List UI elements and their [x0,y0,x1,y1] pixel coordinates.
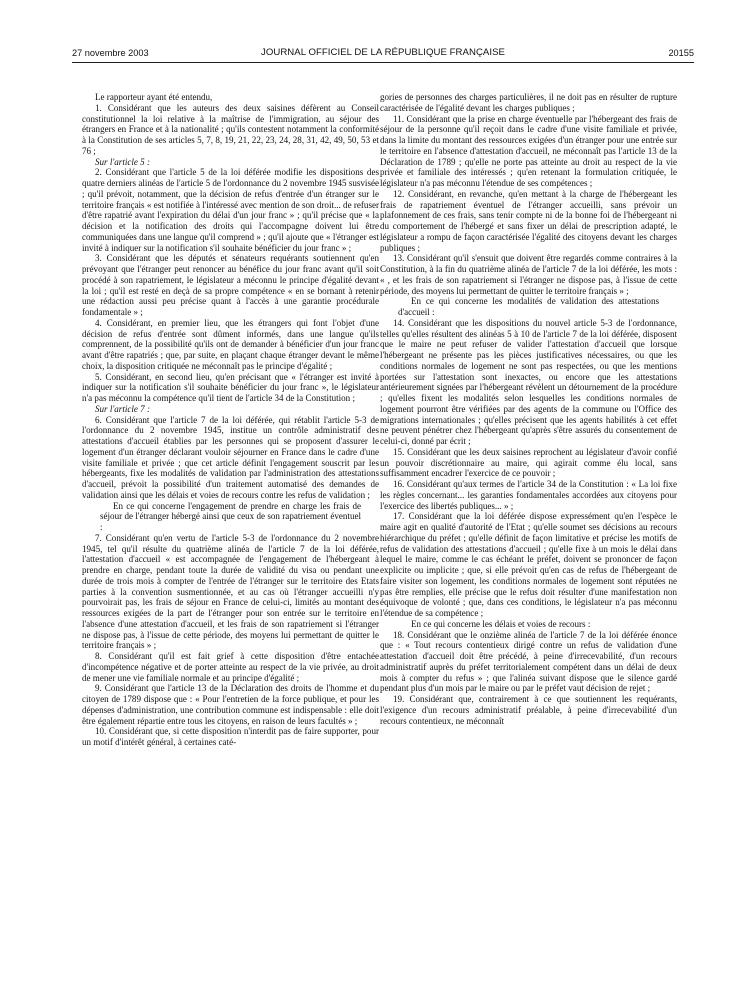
paragraph-8: 8. Considérant qu'il est fait grief à cette disposition d'être entachée d'incompétence négative et de porter atteinte au respect de la vie privée, au droit de mener une vie familiale normale et au principe d'égalité ; [82,651,379,683]
right-column [380,92,677,726]
page-header [72,46,694,60]
header-page-number: 20155 [668,48,694,58]
paragraph-6: 6. Considérant que l'article 7 de la loi déférée, qui rétablit l'article 5-3 de l'ordonnance du 2 novembre 1945, institue un contrôle administratif des attestations d'accueil établies par les personnes qui se proposent d'assurer le logement d'un étranger déclarant vouloir séjourner en France dans le cadre d'une visite familiale et privée ; que cet article définit l'engagement souscrit par les hébergeants, fixe les modalités de validation par l'administration des attestations d'accueil, prévoit la possibilité d'un traitement automatisé des demandes de validation ainsi que les délais et voies de recours contre les refus de validation ; [82,414,379,500]
paragraph-14: 14. Considérant que les dispositions du nouvel article 5-3 de l'ordonnance, telles qu'elles résultent des alinéas 5 à 10 de l'article 7 de la loi déférée, disposent que le maire ne peut refuser de valider l'attestation d'accueil que lorsque l'hébergeant ne présente pas les pièces justificatives nécessaires, ou que les conditions normales de logement ne sont pas respectées, ou que les mentions portées sur l'attestation sont inexactes, ou encore que les attestations antérieurement signées par l'hébergeant révèlent un détournement de la procédure ; qu'elles fixent les modalités selon lesquelles les conditions normales de logement pourront être vérifiées par des agents de la commune ou l'Office des migrations internationales ; qu'elles précisent que les agents habilités à cet effet ne peuvent pénétrer chez l'hébergeant qu'après s'être assurés du consentement de celui-ci, donné par écrit ; [380,317,677,446]
paragraph-2: 2. Considérant que l'article 5 de la loi déférée modifie les dispositions des quatre derniers alinéas de l'article 5 de l'ordonnance du 2 novembre 1945 susvisée ; qu'il prévoit, notamment, que la décision de refus d'entrée d'un étranger sur le territoire français « est notifiée à l'intéressé avec mention de son droit... de refuser d'être rapatrié avant l'expiration du délai d'un jour franc » ; qu'il précise que « la décision et la notification des droits qui l'accompagne doivent lui être communiquées dans une langue qu'il comprend » ; qu'il ajoute que « l'étranger est invité à indiquer sur la notification s'il souhaite bénéficier du jour franc » ; [82,167,379,253]
section-heading-validation: En ce qui concerne les modalités de validation des attestations d'accueil : [398,296,659,317]
subheading-article-5: Sur l'article 5 : [95,156,150,167]
header-rule [72,62,694,63]
paragraph-intro: Le rapporteur ayant été entendu, [95,92,213,102]
paragraph-13: 13. Considérant qu'il s'ensuit que doivent être regardés comme contraires à la Constitution, à la fin du quatrième alinéa de l'article 7 de la loi déférée, les mots : « , et les frais de son rapatriement si l'étranger ne dispose pas, à l'issue de cette période, des moyens lui permettant de quitter le territoire français » ; [380,253,677,296]
paragraph-5: 5. Considérant, en second lieu, qu'en précisant que « l'étranger est invité à indiquer sur la notification s'il souhaite bénéficier du jour franc », le législateur n'a pas méconnu la compétence qu'il tient de l'article 34 de la Constitution ; [82,371,379,403]
paragraph-12: 12. Considérant, en revanche, qu'en mettant à la charge de l'hébergeant les frais de rapatriement éventuel de l'étranger accueilli, sans prévoir un plafonnement de ces frais, sans tenir compte ni de la bonne foi de l'hébergeant ni du comportement de l'hébergé et sans fixer un délai de prescription adapté, le législateur a rompu de façon caractérisée l'égalité des citoyens devant les charges publiques ; [380,188,677,253]
paragraph-10: 10. Considérant que, si cette disposition n'interdit pas de faire supporter, pour un motif d'intérêt général, à certaines caté- [82,726,379,747]
paragraph-19: 19. Considérant que, contrairement à ce que soutiennent les requérants, l'exigence d'un recours administratif préalable, à peine d'irrecevabilité d'un recours contentieux, ne méconnaît [380,694,677,726]
header-journal-title: JOURNAL OFFICIEL DE LA RÉPUBLIQUE FRANÇAISE [260,47,505,58]
section-heading-recours: En ce qui concerne les délais et voies de recours : [411,618,591,629]
section-heading-engagement: En ce qui concerne l'engagement de prendre en charge les frais de séjour de l'étranger hébergé ainsi que ceux de son rapatriement éventuel : [100,500,361,532]
paragraph-18: 18. Considérant que le onzième alinéa de l'article 7 de la loi déférée énonce que : « Tout recours contentieux dirigé contre un refus de validation d'une attestation d'accueil doit être précédé, à peine d'irrecevabilité, d'un recours administratif auprès du préfet territorialement compétent dans un délai de deux mois à compter du refus » ; que l'alinéa suivant dispose que le silence gardé pendant plus d'un mois par le maire ou par le préfet vaut décision de rejet ; [380,629,677,694]
header-date: 27 novembre 2003 [72,48,149,58]
paragraph-3: 3. Considérant que les députés et sénateurs requérants soutiennent qu'en prévoyant que l'étranger peut renoncer au bénéfice du jour franc avant qu'il soit procédé à son rapatriement, le législateur a méconnu le principe d'égalité devant la loi ; qu'il est resté en deçà de sa propre compétence « en se bornant à retenir une rédaction aussi peu précise quant à l'accès à une garantie procédurale fondamentale » ; [82,253,379,317]
paragraph-1: 1. Considérant que les auteurs des deux saisines défèrent au Conseil constitutionnel la loi relative à la maîtrise de l'immigration, au séjour des étrangers en France et à la nationalité ; qu'ils contestent notamment la conformité à la Constitution de ses articles 5, 7, 8, 19, 21, 22, 23, 24, 28, 31, 42, 49, 50, 53 et 76 ; [82,102,379,156]
paragraph-11: 11. Considérant que la prise en charge éventuelle par l'hébergeant des frais de séjour de la personne qu'il reçoit dans le cadre d'une visite familiale et privée, dans la limite du montant des ressources exigées d'un étranger pour une entrée sur le territoire en l'absence d'attestation d'accueil, ne méconnaît pas l'article 13 de la Déclaration de 1789 ; qu'elle ne porte pas atteinte au droit au respect de la vie privée et familiale des intéressés ; qu'en retenant la formulation critiquée, le législateur n'a pas méconnu l'étendue de ses compétences ; [380,113,677,188]
left-column [82,92,379,748]
paragraph-17: 17. Considérant que la loi déférée dispose expressément qu'en l'espèce le maire agit en qualité d'autorité de l'Etat ; qu'elle soumet ses décisions au recours hiérarchique du préfet ; qu'elle définit de façon limitative et précise les motifs de refus de validation des attestations d'accueil ; qu'elle fixe à un mois le délai dans lequel le maire, comme le cas échéant le préfet, doivent se prononcer de façon explicite ou implicite ; que, si elle prévoit qu'en cas de refus de l'hébergeant de faire visiter son logement, les conditions normales de logement sont réputées ne pas être remplies, elle précise que le refus doit résulter d'une manifestation non équivoque de volonté ; que, dans ces conditions, le législateur n'a pas méconnu l'étendue de sa compétence ; [380,511,677,618]
paragraph-10-continued: gories de personnes des charges particulières, il ne doit pas en résulter de rupture caractérisée de l'égalité devant les charges publiques ; [380,92,677,113]
paragraph-16: 16. Considérant qu'aux termes de l'article 34 de la Constitution : « La loi fixe les règles concernant... les garanties fondamentales accordées aux citoyens pour l'exercice des libertés publiques... » ; [380,479,677,511]
paragraph-4: 4. Considérant, en premier lieu, que les étrangers qui font l'objet d'une décision de refus d'entrée sont dûment informés, dans une langue qu'ils comprennent, de la possibilité qu'ils ont de demander à bénéficier d'un jour franc avant d'être rapatriés ; que, par suite, en plaçant chaque étranger devant le même choix, la disposition critiquée ne méconnaît pas le principe d'égalité ; [82,317,379,371]
paragraph-9: 9. Considérant que l'article 13 de la Déclaration des droits de l'homme et du citoyen de 1789 dispose que : « Pour l'entretien de la force publique, et pour les dépenses d'administration, une contribution commune est indispensable : elle doit être également répartie entre tous les citoyens, en raison de leurs facultés » ; [82,683,379,726]
subheading-article-7: Sur l'article 7 : [95,403,150,414]
paragraph-15: 15. Considérant que les deux saisines reprochent au législateur d'avoir confié un pouvoir discrétionnaire au maire, qui agirait comme élu local, sans suffisamment encadrer l'exercice de ce pouvoir ; [380,446,677,479]
paragraph-7: 7. Considérant qu'en vertu de l'article 5-3 de l'ordonnance du 2 novembre 1945, tel qu'il résulte du quatrième alinéa de l'article 7 de la loi déférée, l'attestation d'accueil « est accompagnée de l'engagement de l'hébergeant à prendre en charge, pendant toute la durée de validité du visa ou pendant une durée de trois mois à compter de l'entrée de l'étranger sur le territoire des Etats parties à la convention susmentionnée, et au cas où l'étranger accueilli n'y pourvoirait pas, les frais de séjour en France de celui-ci, limités au montant des ressources exigées de la part de l'étranger pour son entrée sur le territoire en l'absence d'une attestation d'accueil, et les frais de son rapatriement si l'étranger ne dispose pas, à l'issue de cette période, des moyens lui permettant de quitter le territoire français » ; [82,532,379,651]
